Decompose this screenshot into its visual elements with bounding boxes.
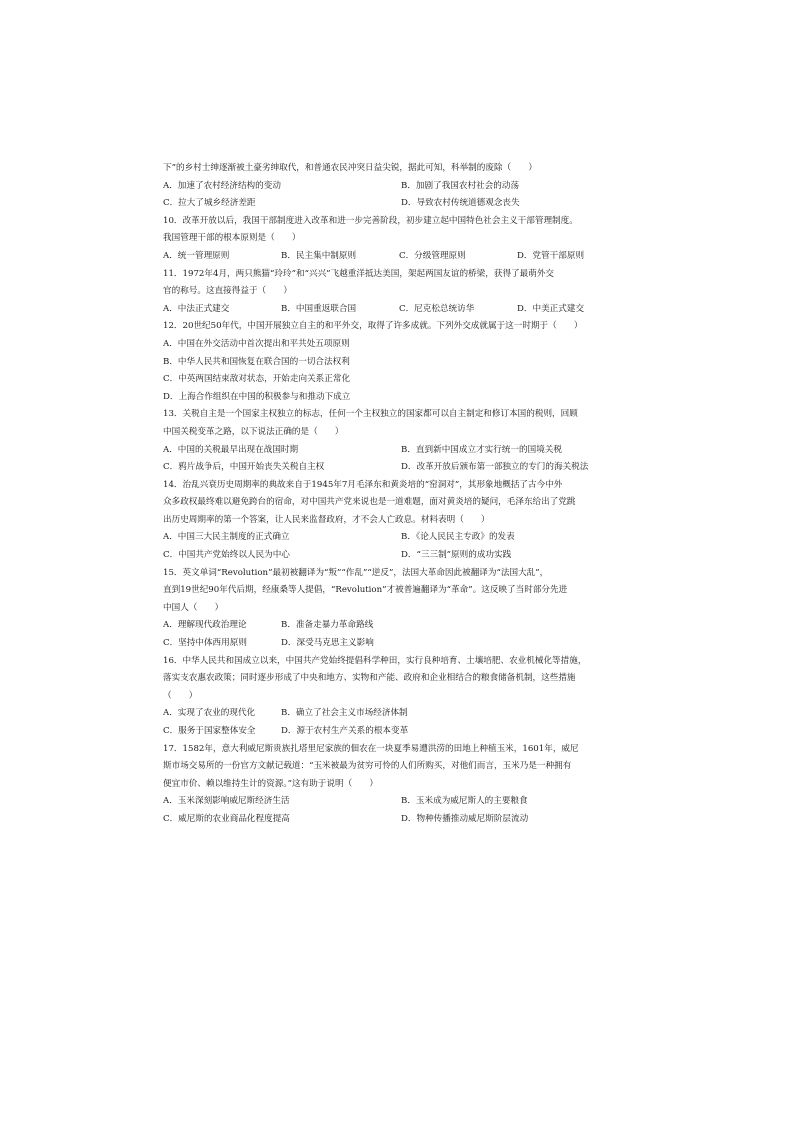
option-d: D．中美正式建交 [517, 303, 585, 314]
question-15-stem: 直到19世纪90年代后期，经康桑等人提倡，“Revolution”才被普遍翻译为“革命”。这反映了当时部分先进 [163, 585, 568, 596]
question-16-options [163, 723, 643, 741]
option-a: A．中国三大民主制度的正式确立 [163, 532, 290, 543]
question-17-options [163, 793, 643, 811]
question-9-options [163, 178, 643, 196]
question-17-stem: 17．1582年，意大利威尼斯贵族扎塔里尼家族的佃农在一块夏季易遭洪涝的田地上种植玉米，1601年，威尼 [163, 743, 579, 754]
option-a: A．中国在外交活动中首次提出和平共处五项原则 [163, 338, 350, 349]
question-15-stem: 15．英文单词“Revolution”最初被翻译为“叛”“作乱”“逆反”，法国大革命因此被翻译为“法国大乱”， [163, 567, 549, 578]
question-17-stem: 斯市场交易所的一份官方文献记载道：“玉米被最为贫穷可怜的人们所购买，对他们而言，玉米乃是一种拥有 [163, 761, 572, 772]
option-c: C．威尼斯的农业商品化程度提高 [163, 813, 290, 824]
question-17-options [163, 811, 643, 829]
option-a: A．实现了农业的现代化 [163, 708, 256, 719]
option-d: D．物种传播推动威尼斯阶层流动 [401, 813, 529, 824]
option-b: B．玉米成为威尼斯人的主要粮食 [401, 796, 528, 807]
option-c: C．中英两国结束敌对状态，开始走向关系正常化 [163, 374, 351, 385]
question-13-stem: 中国关税变革之路，以下说法正确的是（ ） [163, 426, 344, 437]
question-16-stem: （ ） [163, 690, 198, 701]
option-a: A．理解现代政治理论 [163, 620, 247, 631]
option-a: A．统一管理原则 [163, 250, 230, 261]
option-d: D．导致农村传统道德观念丧失 [401, 198, 520, 209]
question-9-stem: 下”的乡村士绅逐渐被土豪劣绅取代，和普通农民冲突日益尖锐，据此可知，科举制的废除（ ） [163, 163, 537, 173]
question-10-stem: 10．改革开放以后，我国干部制度进入改革和进一步完善阶段，初步建立起中国特色社会主义干部管理制度。 [163, 215, 578, 226]
question-list [163, 160, 643, 829]
question-16-options [163, 705, 643, 723]
option-d: D．改革开放后颁布第一部独立的专门的海关税法 [401, 462, 589, 473]
option-a: A．中国的关税最早出现在战国时期 [163, 444, 299, 455]
question-15-options [163, 635, 643, 653]
option-b: B．《论人民民主专政》的发表 [401, 532, 515, 543]
option-b: B．民主集中制原则 [281, 250, 357, 261]
option-d: D．源于农村生产关系的根本变革 [281, 726, 409, 736]
option-c: C．鸦片战争后，中国开始丧失关税自主权 [163, 462, 325, 473]
question-13-options [163, 442, 643, 460]
question-13-options [163, 459, 643, 477]
option-d: D．深受马克思主义影响 [281, 638, 374, 649]
question-14-stem: 众多政权最终难以避免跨台的宿命，对中国共产党来说也是一道难题，面对黄炎培的疑问，毛泽东给出了党跳 [163, 497, 576, 508]
question-13-stem: 13．关税自主是一个国家主权独立的标志，任何一个主权独立的国家都可以自主制定和修订本国的税则，回顾 [163, 409, 578, 420]
question-14-options [163, 547, 643, 565]
option-b: B．确立了社会主义市场经济体制 [281, 708, 408, 719]
question-16-stem: 16．中华人民共和国成立以来，中国共产党始终提倡科学种田，实行良种培育、土壤培肥、农业机械化等措施， [163, 655, 587, 666]
option-d: D．党管干部原则 [517, 250, 585, 261]
option-a: A．加速了农村经济结构的变动 [163, 180, 281, 191]
option-b: B．准备走暴力革命路线 [281, 620, 374, 631]
option-c: C．中国共产党始终以人民为中心 [163, 550, 290, 561]
question-9-options [163, 195, 643, 213]
option-c: C．拉大了城乡经济差距 [163, 198, 256, 209]
question-15-options [163, 617, 643, 635]
option-c: C．分级管理原则 [399, 250, 466, 261]
option-a: A．中法正式建交 [163, 303, 230, 314]
question-14-stem: 出历史周期率的第一个答案，让人民来监督政府，才不会人亡政息。材料表明（ ） [163, 514, 490, 525]
question-11-stem: 11．1972年4月，两只熊猫“玲玲”和“兴兴”飞越重洋抵达美国，架起两国友谊的桥梁，获得了最萌外交 [163, 268, 555, 279]
question-14-stem: 14．治乱兴衰历史周期率的典故来自于1945年7月毛泽东和黄炎培的“窑洞对”，其形象地概括了古今中外 [163, 479, 563, 490]
question-14-options [163, 529, 643, 547]
option-c: C．服务于国家整体安全 [163, 726, 256, 736]
option-c: C．坚持中体西用原则 [163, 638, 247, 649]
option-b: B．加剧了我国农村社会的动荡 [401, 180, 520, 191]
option-b: B．直到新中国成立才实行统一的国境关税 [401, 444, 563, 455]
option-d: D．上海合作组织在中国的积极参与和推动下成立 [163, 391, 351, 402]
question-12-stem: 12．20世纪50年代，中国开展独立自主的和平外交，取得了许多成就。下列外交成就属于这一时期于（ ） [163, 321, 583, 332]
question-11-options [163, 301, 643, 319]
question-15-stem: 中国人（ ） [163, 602, 224, 613]
question-16-stem: 落实支农惠农政策；同时逐步形成了中央和地方、实物和产能、政府和企业相结合的粮食储备机制，这些措施 [163, 673, 576, 684]
option-c: C．尼克松总统访华 [399, 303, 475, 314]
option-a: A．玉米深刻影响威尼斯经济生活 [163, 796, 290, 807]
option-d: D．“三三制”原则的成功实践 [401, 550, 512, 561]
question-10-stem: 我国管理干部的根本原则是（ ） [163, 233, 301, 244]
option-b: B．中国重返联合国 [281, 303, 357, 314]
question-17-stem: 便宜市价、赖以维持生计的资源。”这有助于说明（ ） [163, 778, 378, 789]
question-11-stem: 官的称号。这直接得益于（ ） [163, 286, 292, 297]
question-10-options [163, 248, 643, 266]
option-b: B．中华人民共和国恢复在联合国的一切合法权利 [163, 356, 350, 367]
